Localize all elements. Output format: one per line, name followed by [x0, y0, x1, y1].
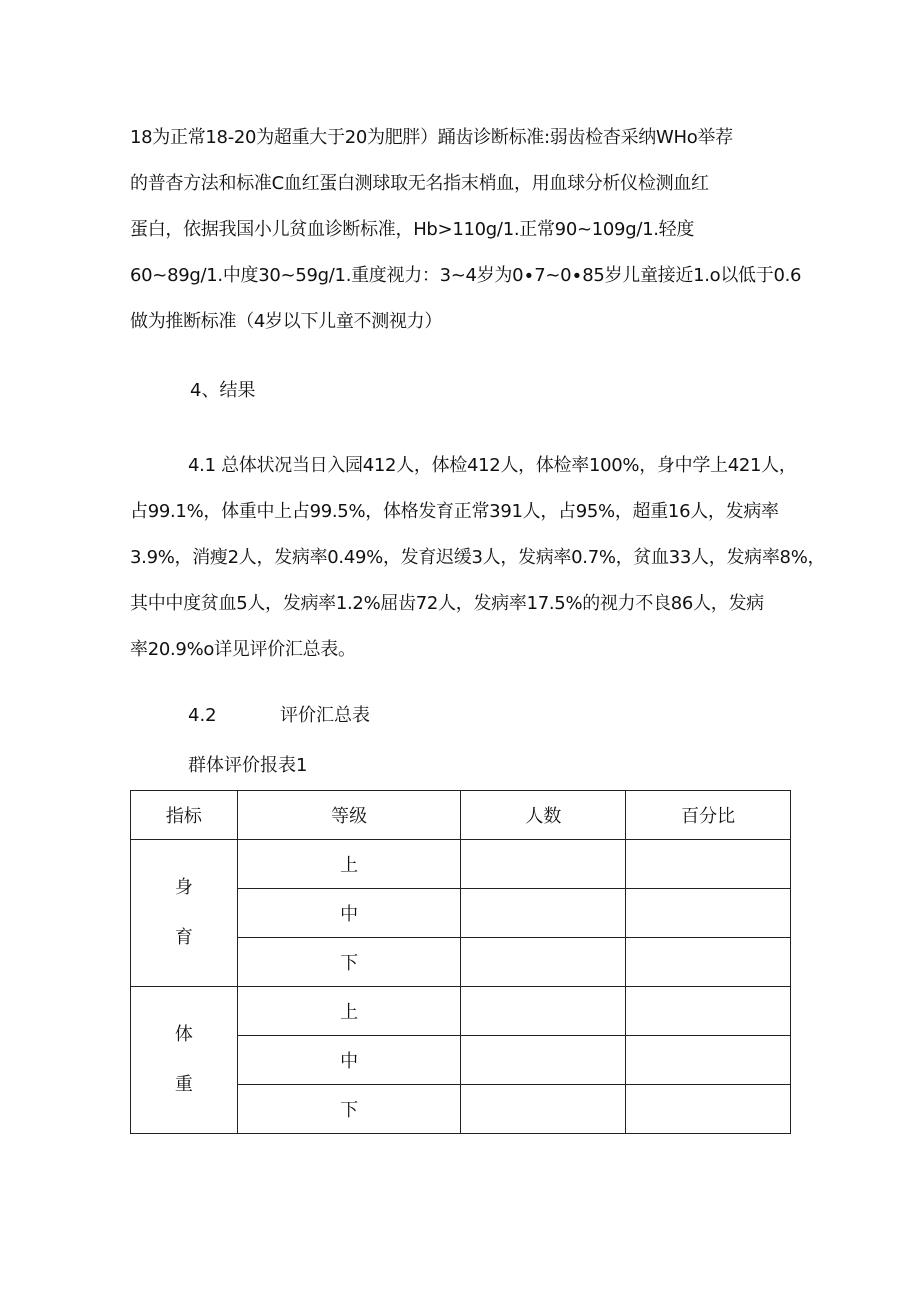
- paragraph-diagnostic-standards: [130, 115, 802, 345]
- percentage-cell: [626, 987, 791, 1036]
- percentage-cell: [626, 938, 791, 987]
- grade-cell: 下: [237, 938, 461, 987]
- header-indicator: 指标: [131, 791, 238, 840]
- text-line: 18为正常18-20为超重大于20为肥胖）踊齿诊断标准:弱齿检杳采纳WHo举荐: [130, 127, 733, 148]
- count-cell: [461, 889, 626, 938]
- text-line: 蛋白，依据我国小儿贫血诊断标准，Hb>110g∕1.正常90~109g∕1.轻度: [130, 219, 695, 240]
- grade-cell: 上: [237, 987, 461, 1036]
- text-line: 占99.1%，体重中上占99.5%，体格发育正常391人，占95%，超重16人，发病率: [130, 501, 779, 522]
- section-title: 评价汇总表: [280, 705, 370, 726]
- count-cell: [461, 840, 626, 889]
- count-cell: [461, 987, 626, 1036]
- grade-cell: 下: [237, 1085, 461, 1134]
- indicator-char: 育: [174, 927, 193, 948]
- text-line: 60~89g∕1.中度30~59g∕1.重度视力：3~4岁为0∙7~0∙85岁儿童接近1.o以低于0.6: [130, 265, 802, 286]
- header-grade: 等级: [237, 791, 461, 840]
- grade-cell: 中: [237, 889, 461, 938]
- indicator-char: 身: [174, 877, 193, 898]
- indicator-weight: [131, 987, 238, 1134]
- percentage-cell: [626, 889, 791, 938]
- evaluation-summary-table: [130, 790, 791, 1134]
- paragraph-overall-status: [130, 443, 826, 673]
- text-line: 其中中度贫血5人，发病率1.2%屈齿72人，发病率17.5%的视力不良86人，发病: [130, 593, 764, 614]
- section-heading-summary: [188, 704, 370, 728]
- text-line: 做为推断标准（4岁以下儿童不测视力）: [130, 311, 443, 332]
- table-row: [131, 987, 791, 1036]
- header-percentage: 百分比: [626, 791, 791, 840]
- table-header-row: [131, 791, 791, 840]
- percentage-cell: [626, 840, 791, 889]
- percentage-cell: [626, 1036, 791, 1085]
- section-number: 4.2: [188, 705, 217, 726]
- header-count: 人数: [461, 791, 626, 840]
- count-cell: [461, 1036, 626, 1085]
- text-line: 3.9%，消瘦2人，发病率0.49%，发育迟缓3人，发病率0.7%，贫血33人，发病率8%，: [130, 547, 826, 568]
- section-heading-results: 4、结果: [190, 380, 256, 401]
- text-line: 4.1 总体状况当日入园412人，体检412人，体检率100%，身中学上421人，: [188, 455, 797, 476]
- count-cell: [461, 938, 626, 987]
- grade-cell: 中: [237, 1036, 461, 1085]
- percentage-cell: [626, 1085, 791, 1134]
- indicator-height: [131, 840, 238, 987]
- text-line: 率20.9%o详见评价汇总表。: [130, 639, 356, 660]
- text-line: 的普杳方法和标准C血红蛋白测球取无名指末梢血，用血球分析仪检测血红: [130, 173, 709, 194]
- table-caption: 群体评价报表1: [188, 755, 308, 776]
- table-row: [131, 840, 791, 889]
- count-cell: [461, 1085, 626, 1134]
- grade-cell: 上: [237, 840, 461, 889]
- indicator-char: 重: [174, 1074, 193, 1095]
- indicator-char: 体: [174, 1024, 193, 1045]
